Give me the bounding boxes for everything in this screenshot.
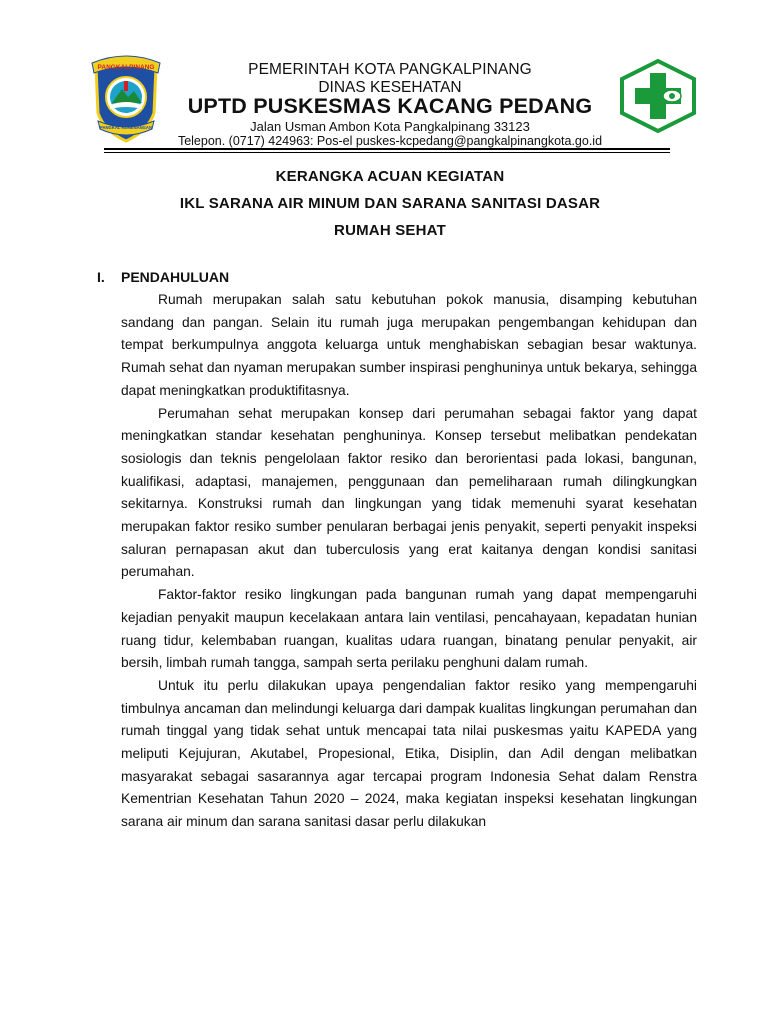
letterhead-address: Jalan Usman Ambon Kota Pangkalpinang 33123 xyxy=(250,119,530,134)
document-subtitle: IKL SARANA AIR MINUM DAN SARANA SANITASI DASAR xyxy=(179,195,601,212)
letterhead-department: DINAS KESEHATAN xyxy=(318,79,462,96)
letterhead-government: PEMERINTAH KOTA PANGKALPINANG xyxy=(248,61,532,78)
city-crest-logo xyxy=(88,55,164,143)
crest-banner-bottom: PANGKAL KEMENANGAN xyxy=(100,125,152,130)
crest-banner-top: PANGKALPINANG xyxy=(97,64,155,71)
puskesmas-green-cross-logo xyxy=(619,59,697,133)
section-title: PENDAHULUAN xyxy=(121,269,230,285)
letterhead-institution: UPTD PUSKESMAS KACANG PEDANG xyxy=(187,94,593,118)
section-body xyxy=(121,289,697,834)
document-title: KERANGKA ACUAN KEGIATAN xyxy=(275,168,505,185)
letterhead-contact: Telepon. (0717) 424963: Pos-el puskes-kcpedang@pangkalpinangkota.go.id xyxy=(177,134,603,148)
paragraph: Rumah merupakan salah satu kebutuhan pokok manusia, disamping kebutuhan sandang dan pangan. Selain itu rumah juga merupakan pengembangan kehidupan dan tempat berkumpulnya anggota keluarga untuk menghabiskan sebagian besar waktunya. Rumah sehat dan nyaman merupakan sumber inspirasi penghuninya untuk bekarya, sehingga dapat meningkatkan produktifitasnya. xyxy=(121,292,697,398)
letterhead-divider-thin xyxy=(104,152,670,153)
letterhead-divider-thick xyxy=(104,148,670,150)
paragraph: Perumahan sehat merupakan konsep dari perumahan sebagai faktor yang dapat meningkatkan standar kesehatan penghuninya. Konsep tersebut melibatkan pendekatan sosiologis dan teknis pengelolaan faktor resiko dan berorientasi pada lokasi, bangunan, kualifikasi, adaptasi, manajemen, penggunaan dan pemeliharaan rumah dilingkungkan sekitarnya. Konstruksi rumah dan lingkungan yang tidak memenuhi syarat kesehatan merupakan faktor resiko sumber penularan berbagai jenis penyakit, seperti penyakit inspeksi saluran pernapasan akut dan tuberculosis yang erat kaitanya dengan kondisi sanitasi perumahan. xyxy=(121,405,697,580)
paragraph: Untuk itu perlu dilakukan upaya pengendalian faktor resiko yang mempengaruhi timbulnya ancaman dan melindungi keluarga dari dampak kualitas lingkungan perumahan dan rumah tinggal yang tidak sehat untuk mencapai tata nilai puskesmas yaitu KAPEDA yang meliputi Kejujuran, Akutabel, Propesional, Etika, Disiplin, dan Adil dengan melibatkan masyarakat sebagai sasarannya agar tercapai program Indonesia Sehat dalam Renstra Kementrian Kesehatan Tahun 2020 – 2024, maka kegiatan inspeksi kesehatan lingkungan sarana air minum dan sarana sanitasi dasar perlu dilakukan xyxy=(121,677,697,830)
paragraph: Faktor-faktor resiko lingkungan pada bangunan rumah yang dapat mempengaruhi kejadian penyakit maupun kecelakaan antara lain ventilasi, pencahayaan, kepadatan hunian ruang tidur, kelembaban ruangan, kualitas udara ruangan, binatang penular penyakit, air bersih, limbah rumah tangga, sampah serta perilaku penghuni dalam rumah. xyxy=(121,587,697,671)
section-number: I. xyxy=(97,269,105,285)
document-subtitle-2: RUMAH SEHAT xyxy=(334,222,446,239)
